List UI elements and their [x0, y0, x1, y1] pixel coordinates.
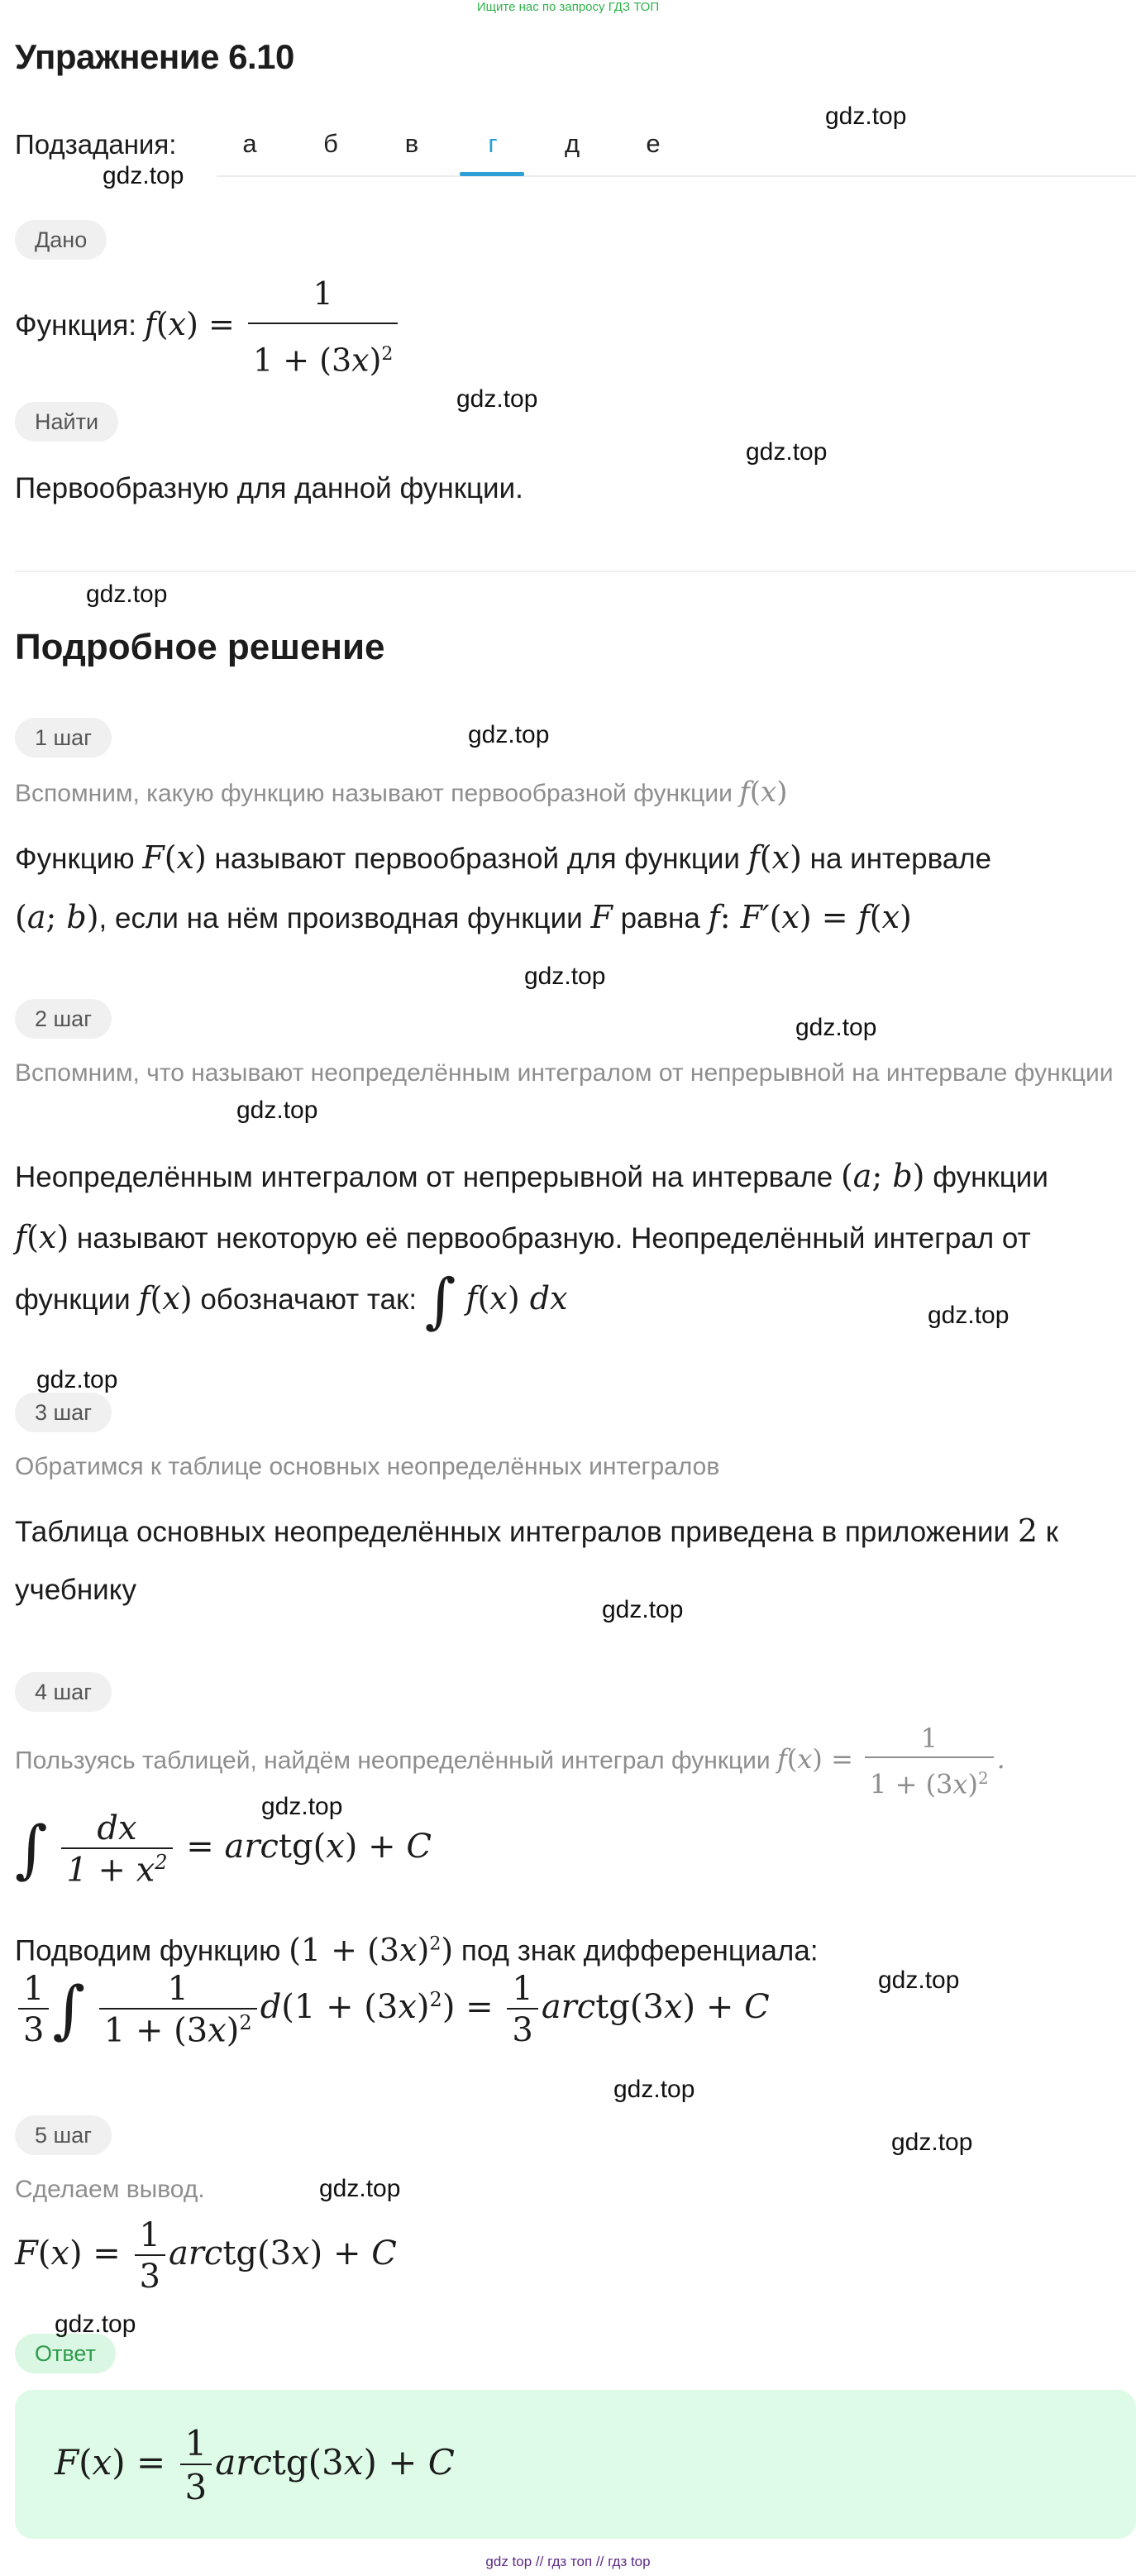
watermark: gdz.top: [746, 438, 828, 466]
watermark: gdz.top: [456, 385, 538, 413]
watermark: gdz.top: [613, 2076, 695, 2103]
step-1-badge: 1 шаг: [15, 718, 112, 758]
step-2-text-e: обозначают так:: [200, 1283, 418, 1316]
tab-e[interactable]: е: [646, 129, 661, 158]
watermark: gdz.top: [928, 1302, 1010, 1329]
step-2-text-a: Неопределённым интегралом от непрерывной на интервале: [15, 1161, 833, 1193]
step-2-badge: 2 шаг: [15, 999, 112, 1039]
subtasks-label: Подзадания:: [15, 129, 177, 160]
given-prefix: Функция:: [15, 308, 137, 342]
watermark: gdz.top: [236, 1097, 318, 1124]
step-1-text-e: равна: [620, 902, 700, 934]
step-4-hint: Пользуясь таблицей, найдём неопределённый интеграл функции f(x) = $\frac{1}{1 + (3x)^2}$ .: [15, 1720, 1131, 1803]
step-1-text-a: Функцию: [15, 843, 135, 875]
tab-a[interactable]: а: [242, 129, 257, 158]
step-1-hint-text: Вспомним, какую функцию называют первообразной функции: [15, 780, 733, 807]
tab-b[interactable]: б: [323, 129, 338, 158]
watermark: gdz.top: [103, 162, 184, 189]
step-4-text: Подводим функцию $(1 + (3x)^2)$ под знак дифференциала:: [15, 1931, 819, 1968]
step-2-text: Неопределённым интегралом от непрерывной на интервале (a; b) функции f(x) называют некоторую её первообразную. Неопределённый интеграл от функции f(x) обозначают так: ∫ f(x) dx: [15, 1158, 1048, 1336]
step-1-text: Функцию F(x) называют первообразной для функции f(x) на интервале (a; b), если на нём производная функции F равна f: F′(x) = f(x): [15, 839, 992, 935]
step-5-badge: 5 шаг: [15, 2115, 112, 2155]
step-3-appendix-number: 2: [1017, 1513, 1038, 1549]
page-title: Упражнение 6.10: [15, 37, 294, 76]
watermark: gdz.top: [468, 721, 550, 748]
step-1-text-d: , если на нём производная функции: [98, 902, 583, 934]
top-banner: Ищите нас по запросу ГДЗ ТОП: [476, 0, 660, 14]
step-3-text-c: учебнику: [15, 1574, 136, 1606]
step-3-text-b: к: [1045, 1516, 1059, 1548]
step-4-text-a: Подводим функцию: [15, 1934, 281, 1967]
active-tab-indicator: [460, 172, 524, 176]
step-2-text-d: функции: [15, 1283, 131, 1316]
watermark: gdz.top: [891, 2129, 973, 2156]
step-3-text: [15, 1502, 1131, 1619]
step-4-formula-1: ∫ $\frac{dx}{1 + x^2}$ = arctg(x) + C: [15, 1809, 432, 1890]
watermark: gdz.top: [261, 1793, 343, 1820]
watermark: gdz.top: [524, 963, 606, 990]
step-5-formula: F(x) = $\frac{1}{3}$ arctg(3x) + C: [15, 2216, 397, 2296]
step-1-text-c: на интервале: [809, 843, 992, 875]
step-3-hint: Обратимся к таблице основных неопределённых интегралов: [15, 1453, 720, 1480]
answer-formula: F(x) = $\frac{1}{3}$ arctg(3x) + C: [55, 2423, 455, 2507]
watermark: gdz.top: [602, 1596, 684, 1623]
watermark: gdz.top: [878, 1967, 960, 1994]
watermark: gdz.top: [825, 103, 907, 130]
footer-links[interactable]: gdz top // гдз топ // гдз top: [485, 2554, 651, 2569]
find-badge: Найти: [15, 402, 118, 442]
step-4-hint-text: Пользуясь таблицей, найдём неопределённый интеграл функции: [15, 1747, 771, 1775]
watermark: gdz.top: [36, 1366, 118, 1393]
find-text: Первообразную для данной функции.: [15, 472, 523, 504]
given-function: Функция: f(x) = $\frac{1}{1 + (3x)^2}$: [15, 265, 401, 390]
solution-title: Подробное решение: [15, 627, 385, 667]
watermark: gdz.top: [55, 2311, 136, 2338]
answer-badge: Ответ: [15, 2334, 116, 2373]
step-4-badge: 4 шаг: [15, 1672, 112, 1712]
step-1-hint: Вспомним, какую функцию называют первообразной функции f(x): [15, 776, 788, 809]
watermark: gdz.top: [86, 581, 168, 608]
step-2-hint: Вспомним, что называют неопределённым интегралом от непрерывной на интервале функции: [15, 1059, 1114, 1087]
step-5-hint: Сделаем вывод.: [15, 2176, 205, 2203]
step-2-text-c: называют некоторую её первообразную. Неопределённый интеграл от: [76, 1222, 1031, 1255]
step-3-text-a: Таблица основных неопределённых интегралов приведена в приложении: [15, 1516, 1010, 1548]
tab-v[interactable]: в: [404, 129, 419, 158]
tab-d[interactable]: д: [564, 129, 580, 158]
step-4-text-b: под знак дифференциала:: [461, 1934, 819, 1967]
step-2-text-b: функции: [933, 1161, 1048, 1193]
tab-g[interactable]: г: [488, 129, 498, 158]
section-divider: [15, 571, 1136, 572]
step-4-formula-2: $\frac{1}{3}$ ∫ $\frac{1}{1 + (3x)^2}$ $d(1 + (3x)^2)$ = $\frac{1}{3}$ arctg(3x) + C: [15, 1970, 770, 2049]
tabs-divider: [217, 175, 1136, 177]
step-1-text-b: называют первообразной для функции: [214, 843, 740, 875]
given-badge: Дано: [15, 220, 107, 260]
watermark: gdz.top: [319, 2175, 401, 2202]
step-3-badge: 3 шаг: [15, 1393, 112, 1432]
watermark: gdz.top: [795, 1014, 877, 1041]
